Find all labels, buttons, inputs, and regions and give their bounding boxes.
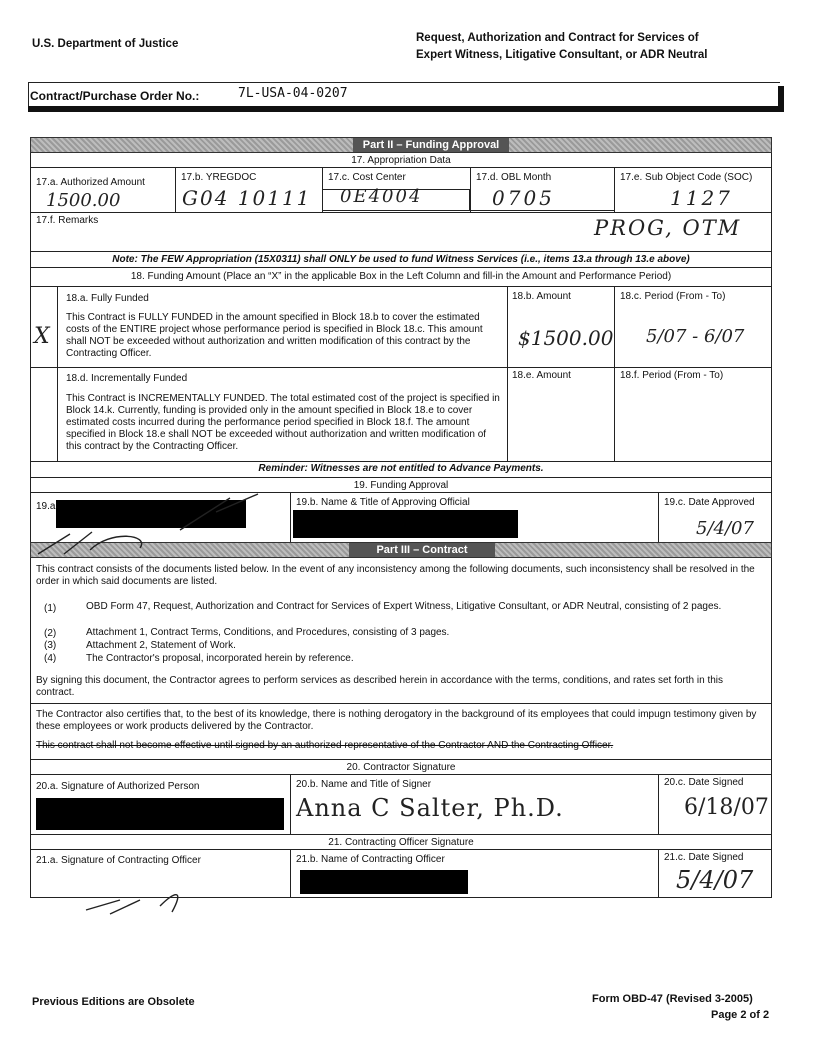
funding-approval-header: 19. Funding Approval [353,480,449,491]
yregdoc-value[interactable]: G04 10111 [182,186,312,210]
few-note: Note: The FEW Appropriation (15X0311) shall ONLY be used to fund Witness Services (i.e., items 13.a through 13.e above) [112,254,690,265]
fully-funded-mark[interactable]: X [34,324,50,349]
officer-signature-scribble [80,880,200,920]
funding-amount-header: 18. Funding Amount (Place an “X” in the applicable Box in the Left Column and fill-in the Amount and Performance Period) [130,271,672,282]
soc-label: 17.e. Sub Object Code (SOC) [620,172,753,183]
footer-form-number: Form OBD-47 (Revised 3-2005) [592,993,753,1005]
signer-name-label: 20.b. Name and Title of Signer [296,779,432,790]
approval-signature-label: 19.a [36,501,56,512]
doc-item-3-num: (3) [44,640,57,651]
obl-month-value[interactable]: 0705 [492,186,555,210]
cost-center-label: 17.c. Cost Center [328,172,406,183]
authorized-amount-label: 17.a. Authorized Amount [36,177,145,188]
officer-date-value[interactable]: 5/4/07 [676,866,754,894]
officer-date-label: 21.c. Date Signed [664,852,744,863]
fully-funded-label: 18.a. Fully Funded [66,293,149,304]
redacted-contractor-signature [36,798,284,830]
cost-center-value[interactable]: 0E4004 [340,186,423,207]
signing-statement: By signing this document, the Contractor agrees to perform services as described herein in accordance with the terms, conditions, and rates set forth in this contract. [36,675,724,698]
reminder-note: Reminder: Witnesses are not entitled to Advance Payments. [258,463,544,474]
form-title-line2: Expert Witness, Litigative Consultant, or ADR Neutral [416,49,708,61]
contract-number-shadow [778,86,784,112]
doc-item-1-text: OBD Form 47, Request, Authorization and Contract for Services of Expert Witness, Litigative Consultant, or ADR Neutral, consisting of 2 pages. [86,601,722,612]
agency-name: U.S. Department of Justice [32,38,179,50]
footer-page-number: Page 2 of 2 [711,1009,770,1021]
period-18c-label: 18.c. Period (From - To) [620,291,726,302]
contract-intro: This contract consists of the documents listed below. In the event of any inconsistency among the following documents, such inconsistency shall be resolved in the order in which said documents are listed. [36,564,755,587]
approving-official-label: 19.b. Name & Title of Approving Official [296,497,470,508]
officer-signature-label: 21.a. Signature of Contracting Officer [36,855,201,866]
footer-obsolete-note: Previous Editions are Obsolete [32,996,195,1008]
form-title-line1: Request, Authorization and Contract for Services of [416,32,699,44]
contract-number-underline [28,106,784,112]
fully-funded-text: This Contract is FULLY FUNDED in the amount specified in Block 18.b to cover the estimated costs of the ENTIRE project whose performance period is specified in Block 18.c. This amount shall NOT be exceeded without authorization and written modification of this contract by the Contracting Officer. [66,312,483,359]
redacted-officer-name [300,870,468,894]
effective-statement-struck: This contract shall not become effective until signed by an authorized representative of the Contractor AND the Contracting Officer. [36,740,614,751]
doc-item-1-num: (1) [44,603,57,614]
doc-item-2-num: (2) [44,628,57,639]
appropriation-header: 17. Appropriation Data [351,155,451,166]
yregdoc-label: 17.b. YREGDOC [181,172,257,183]
contract-number-value[interactable]: 7L-USA-04-0207 [238,86,348,101]
doc-item-4-text: The Contractor's proposal, incorporated herein by reference. [86,653,354,664]
contractor-date-label: 20.c. Date Signed [664,777,744,788]
approver-signature-scribble [30,490,330,560]
amount-18b-value[interactable]: $1500.00 [518,326,614,350]
part2-title: Part II – Funding Approval [353,138,509,152]
doc-item-2-text: Attachment 1, Contract Terms, Conditions, and Procedures, consisting of 3 pages. [86,627,450,638]
amount-18b-label: 18.b. Amount [512,291,571,302]
remarks-value[interactable]: PROG, OTM [594,216,742,240]
doc-item-3-text: Attachment 2, Statement of Work. [86,640,236,651]
certification-statement: The Contractor also certifies that, to the best of its knowledge, there is nothing derogatory in the background of its employees that could impugn testimony given by these employees or work products delivered by the Contractor. [36,709,757,732]
obl-month-label: 17.d. OBL Month [476,172,552,183]
signer-name-value[interactable]: Anna C Salter, Ph.D. [296,794,564,822]
incrementally-funded-label: 18.d. Incrementally Funded [66,373,188,384]
authorized-signature-label: 20.a. Signature of Authorized Person [36,781,200,792]
contracting-officer-header: 21. Contracting Officer Signature [328,837,474,848]
contractor-signature-header: 20. Contractor Signature [346,762,456,773]
period-18f-label: 18.f. Period (From - To) [620,370,724,381]
incrementally-funded-text: This Contract is INCREMENTALLY FUNDED. The total estimated cost of the project is specified in Block 14.k. Currently, funding is provided only in the amount specified in Block 18.e to cover estimated costs incurred during the performance period specified in Block 18.f. The amount specified in Block 18.e shall NOT be exceeded without authorization and written modification of this contract by the Contracting Officer. [66,393,500,452]
authorized-amount-value[interactable]: 1500.00 [46,190,121,211]
remarks-label: 17.f. Remarks [36,215,99,226]
date-approved-label: 19.c. Date Approved [664,497,755,508]
contractor-date-value[interactable]: 6/18/07 [684,795,769,820]
date-approved-value[interactable]: 5/4/07 [696,518,754,539]
amount-18e-label: 18.e. Amount [512,370,571,381]
part2-bar [30,137,772,153]
period-18c-value[interactable]: 5/07 - 6/07 [646,326,745,347]
officer-name-label: 21.b. Name of Contracting Officer [296,854,445,865]
soc-value[interactable]: 1127 [670,186,733,210]
contract-number-label: Contract/Purchase Order No.: [30,89,200,103]
doc-item-4-num: (4) [44,653,57,664]
part3-title: Part III – Contract [349,543,495,557]
